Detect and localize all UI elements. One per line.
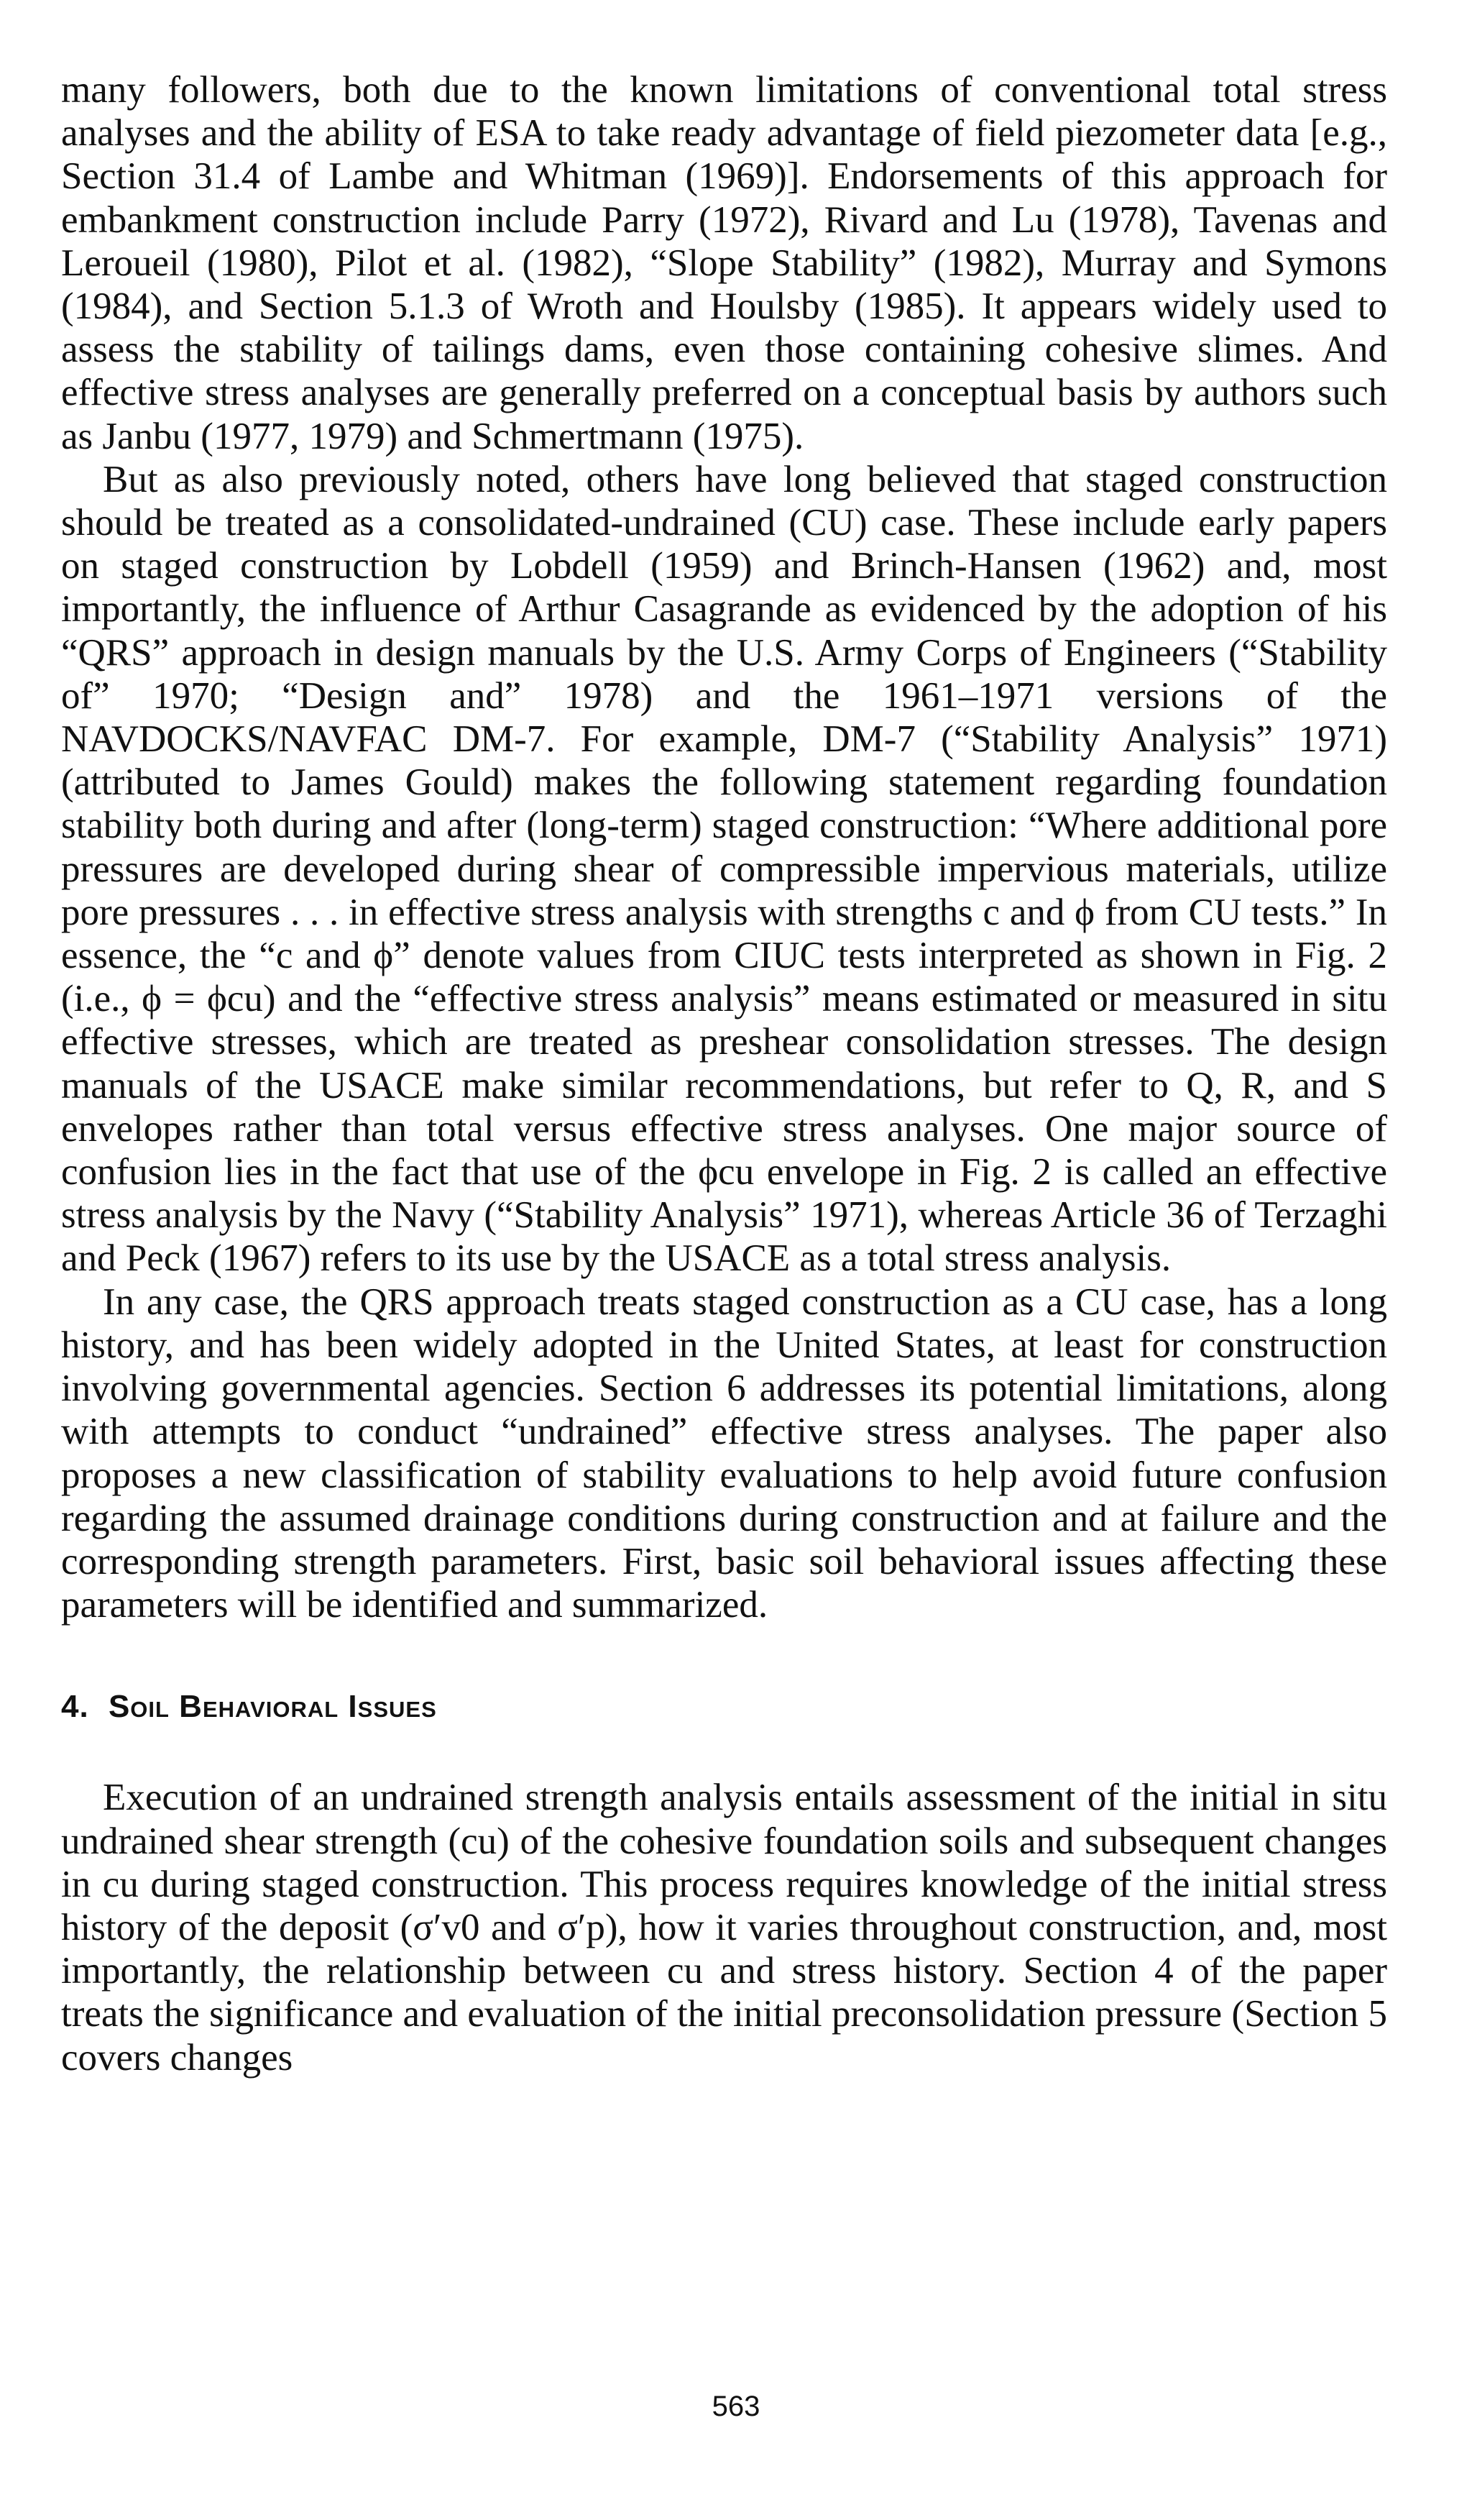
paragraph-2: But as also previously noted, others have long believed that staged construction should be treated as a consolidated-undrained (CU) case. These include early papers on staged construction by Lobdell (1959) and Brinch-Hansen (1962) and, most importantly, the influence of Arthur Casagrande as evidenced by the adoption of his “QRS” approach in design manuals by the U.S. Army Corps of Engineers (“Stability of” 1970; “Design and” 1978) and the 1961–1971 versions of the NAVDOCKS/NAVFAC DM-7. For example, DM-7 (“Stability Analysis” 1971) (attributed to James Gould) makes the following statement regarding foundation stability both during and after (long-term) staged construction: “Where additional pore pressures are developed during shear of compressible impervious materials, utilize pore pressures . . . in effective stress analysis with strengths c and ϕ from CU tests.” In essence, the “c and ϕ” denote values from CIUC tests interpreted as shown in Fig. 2 (i.e., ϕ = ϕcu) and the “effective stress analysis” means estimated or measured in situ effective stresses, which are treated as preshear consolidation stresses. The design manuals of the USACE make similar recommendations, but refer to Q, R, and S envelopes rather than total versus effective stress analyses. One major source of confusion lies in the fact that use of the ϕcu envelope in Fig. 2 is called an effective stress analysis by the Navy (“Stability Analysis” 1971), whereas Article 36 of Terzaghi and Peck (1967) refers to its use by the USACE as a total stress analysis. bbox=[61, 458, 1387, 1280]
paragraph-1: many followers, both due to the known limitations of conventional total stress analyses and the ability of ESA to take ready advantage of field piezometer data [e.g., Section 31.4 of Lambe and Whitman (1969)]. Endorsements of this approach for embankment construction include Parry (1972), Rivard and Lu (1978), Tavenas and Leroueil (1980), Pilot et al. (1982), “Slope Stability” (1982), Murray and Symons (1984), and Section 5.1.3 of Wroth and Houlsby (1985). It appears widely used to assess the stability of tailings dams, even those containing cohesive slimes. And effective stress analyses are generally preferred on a conceptual basis by authors such as Janbu (1977, 1979) and Schmertmann (1975). bbox=[61, 69, 1387, 457]
paragraph-3: In any case, the QRS approach treats staged construction as a CU case, has a long history, and has been widely adopted in the United States, at least for construction involving governmental agencies. Section 6 addresses its potential limitations, along with attempts to conduct “undrained” effective stress analyses. The paper also proposes a new classification of stability evaluations to help avoid future confusion regarding the assumed drainage conditions during construction and at failure and the corresponding strength parameters. First, basic soil behavioral issues affecting these parameters will be identified and summarized. bbox=[61, 1280, 1387, 1626]
page-body bbox=[61, 68, 1387, 2079]
page-number: 563 bbox=[712, 2391, 760, 2422]
paragraph-4: Execution of an undrained strength analysis entails assessment of the initial in situ undrained shear strength (cu) of the cohesive foundation soils and subsequent changes in cu during staged construction. This process requires knowledge of the initial stress history of the deposit (σ′v0 and σ′p), how it varies throughout construction, and, most importantly, the relationship between cu and stress history. Section 4 of the paper treats the significance and evaluation of the initial preconsolidation pressure (Section 5 covers changes bbox=[61, 1777, 1387, 2079]
section-number: 4. bbox=[61, 1689, 89, 1725]
section-title: Soil Behavioral Issues bbox=[108, 1689, 437, 1725]
section-heading bbox=[61, 1685, 1387, 1728]
